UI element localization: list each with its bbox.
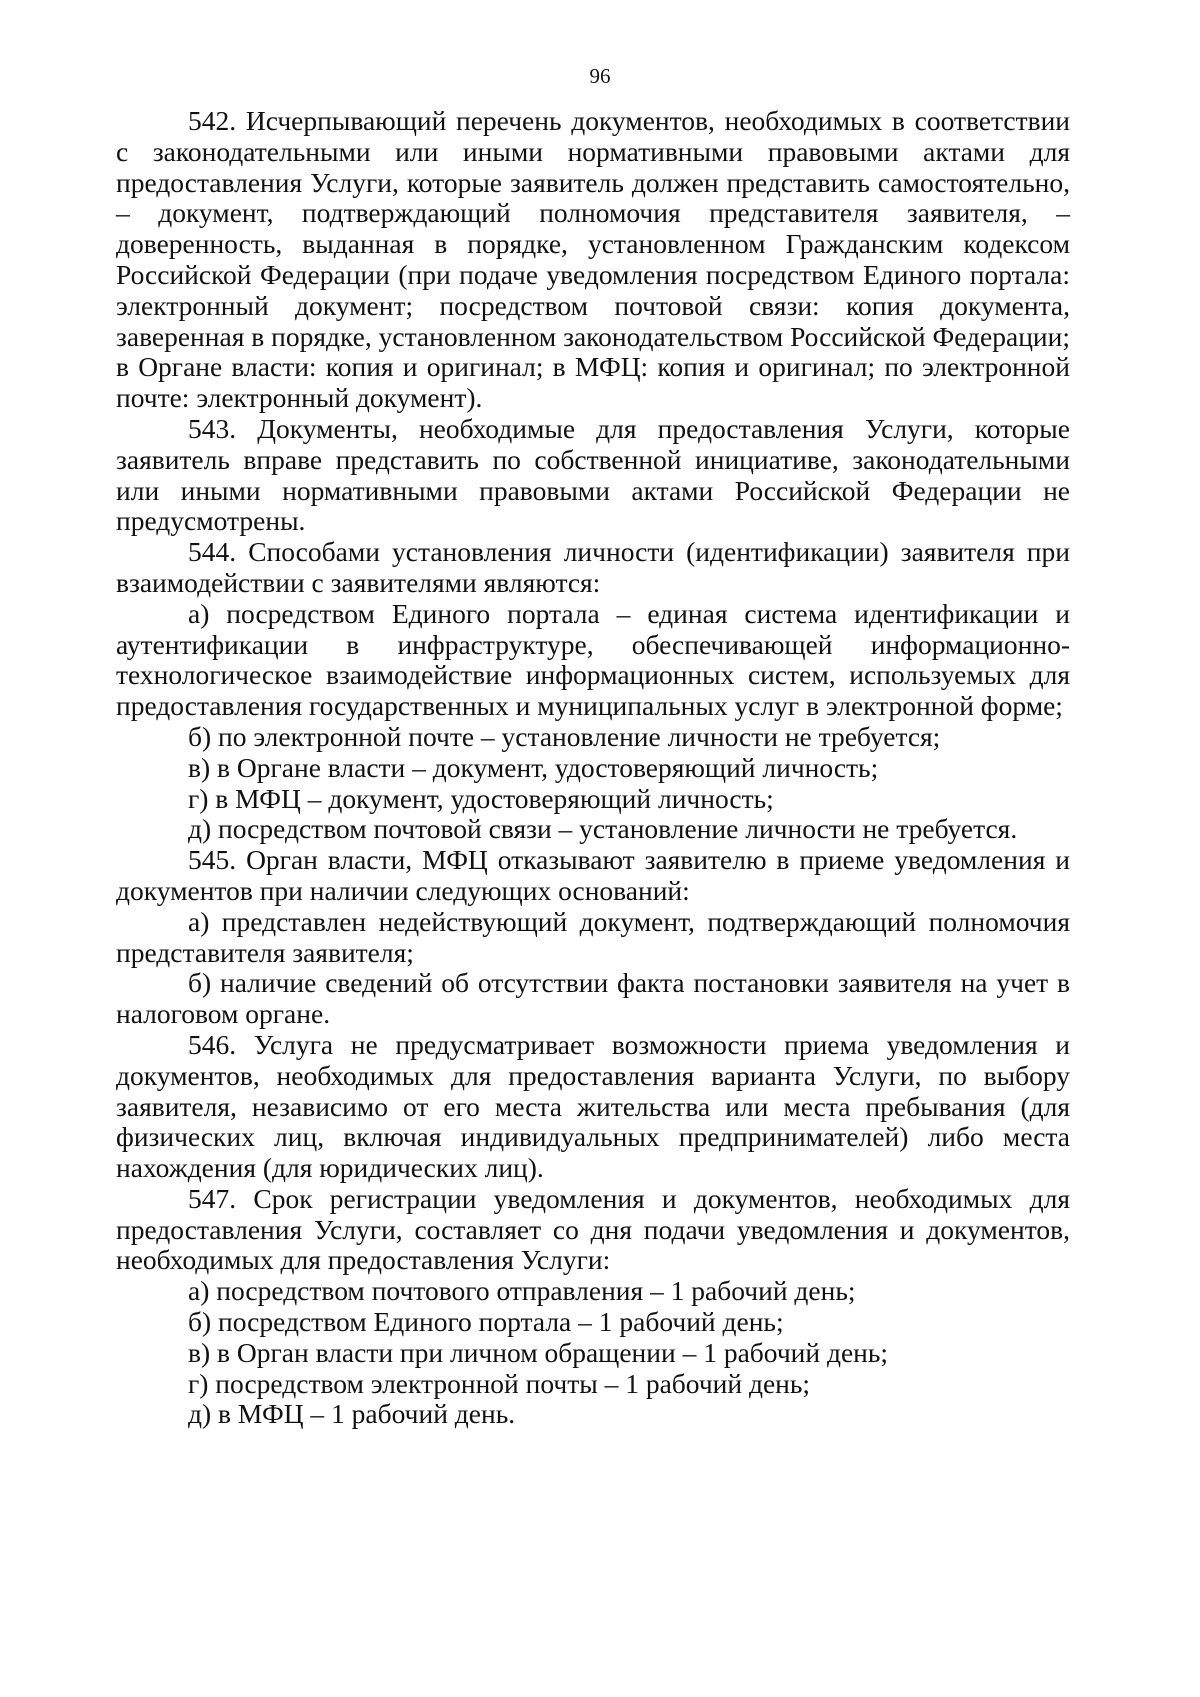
document-body [116,106,1070,1430]
list-item-545-a: а) представлен недействующий документ, подтверждающий полномочия представителя заявителя; [116,905,1070,968]
list-item-544-a: а) посредством Единого портала – единая система идентификации и аутентификации в инфраструктуре, обеспечивающей информационно-технологическое взаимодействие информационных систем, используемых для предоставления государственных и муниципальных услуг в электронной форме; [116,597,1070,722]
page-number: 96 [589,64,611,88]
list-item-544-g: г) в МФЦ – документ, удостоверяющий личность; [188,782,774,814]
list-item-544-v: в) в Органе власти – документ, удостоверяющий личность; [188,751,879,783]
list-item-547-d: д) в МФЦ – 1 рабочий день. [188,1398,516,1430]
paragraph-546: 546. Услуга не предусматривает возможности приема уведомления и документов, необходимых для предоставления варианта Услуги, по выбору заявителя, независимо от его места жительства или места пребывания (для физических лиц, включая индивидуальных предпринимателей) либо места нахождения (для юридических лиц). [116,1028,1070,1184]
list-item-545-b: б) наличие сведений об отсутствии факта постановки заявителя на учет в налоговом органе. [116,967,1070,1030]
list-item-547-a: а) посредством почтового отправления – 1 рабочий день; [188,1275,856,1307]
paragraph-547: 547. Срок регистрации уведомления и документов, необходимых для предоставления Услуги, составляет со дня подачи уведомления и документов, необходимых для предоставления Услуги: [116,1182,1070,1276]
list-item-544-d: д) посредством почтовой связи – установление личности не требуется. [188,813,1018,845]
paragraph-542: 542. Исчерпывающий перечень документов, необходимых в соответствии с законодательными или иными нормативными правовыми актами для предоставления Услуги, которые заявитель должен представить самостоятельно, – документ, подтверждающий полномочия представителя заявителя, – доверенность, выданная в порядке, установленном Гражданским кодексом Российской Федерации (при подаче уведомления посредством Единого портала: электронный документ; посредством почтовой связи: копия документа, заверенная в порядке, установленном законодательством Российской Федерации; в Органе власти: копия и оригинал; в МФЦ: копия и оригинал; по электронной почте: электронный документ). [116,105,1070,414]
list-item-547-b: б) посредством Единого портала – 1 рабочий день; [188,1306,784,1338]
paragraph-544: 544. Способами установления личности (идентификации) заявителя при взаимодействии с заявителями являются: [116,536,1070,598]
paragraph-543: 543. Документы, необходимые для предоставления Услуги, которые заявитель вправе представить по собственной инициативе, законодательными или иными нормативными правовыми актами Российской Федерации не предусмотрены. [116,412,1070,537]
list-item-547-v: в) в Орган власти при личном обращении – 1 рабочий день; [188,1336,889,1368]
list-item-544-b: б) по электронной почте – установление личности не требуется; [188,720,941,752]
paragraph-545: 545. Орган власти, МФЦ отказывают заявителю в приеме уведомления и документов при наличии следующих оснований: [116,844,1070,906]
list-item-547-g: г) посредством электронной почты – 1 рабочий день; [188,1367,811,1399]
